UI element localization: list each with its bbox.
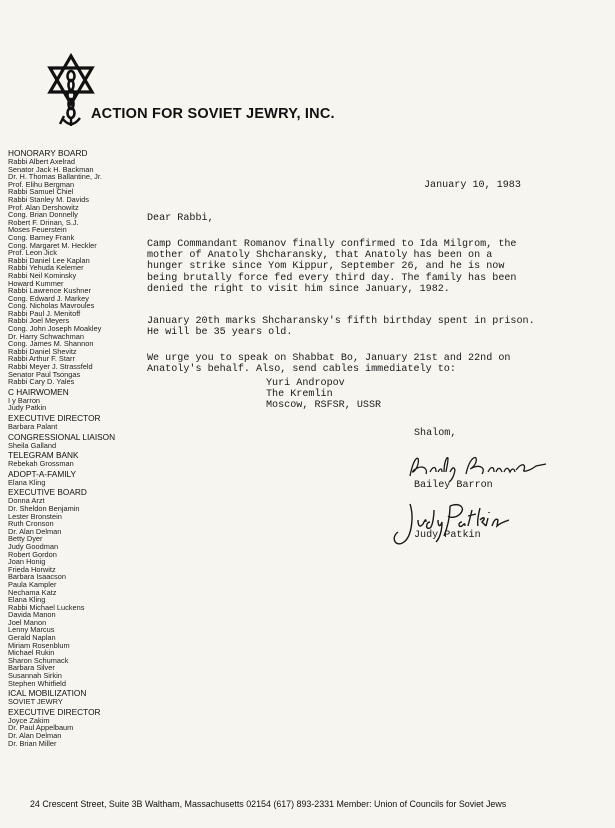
roster-name: Prof. Alan Dershowitz — [8, 202, 79, 212]
letter-line: denied the right to visit him since January, 1982. — [147, 283, 450, 295]
letter-line: being brutally force fed every third day. The family has been — [147, 272, 517, 284]
roster-name: Rabbi Neil Kominsky — [8, 270, 77, 280]
roster-name: Cong. John Joseph Moakley — [8, 324, 102, 334]
roster-name: Cong. Barney Frank — [8, 232, 75, 242]
roster-name: Joyce Zakim — [8, 715, 50, 725]
signature-bailey-barron — [404, 450, 564, 482]
roster-name: Howard Kummer — [8, 278, 64, 288]
roster-name: Robert F. Drinan, S.J. — [8, 217, 79, 227]
letter-paragraph-2 — [147, 316, 567, 338]
letter-line: We urge you to speak on Shabbat Bo, January 21st and 22nd on — [147, 353, 511, 364]
roster-name: Dr. Brian Miller — [8, 738, 57, 748]
closing: Shalom, — [414, 428, 457, 439]
roster-name: Prof. Elihu Bergman — [8, 179, 75, 189]
letter-line: January 20th marks Shcharansky's fifth birthday spent in prison. — [147, 316, 535, 327]
roster-name: SOVIET JEWRY — [8, 697, 63, 707]
roster-name: Senator Jack H. Backman — [8, 164, 94, 174]
roster-name: Nechama Katz — [8, 587, 57, 597]
roster-name: Judy Goodman — [8, 541, 59, 551]
letter-line: mother of Anatoly Shcharansky, that Anatoly has been on a — [147, 250, 493, 262]
roster-name: Prof. Leon Jick — [8, 248, 57, 258]
letter-line: hunger strike since Yom Kippur, September 26, and he is now — [147, 261, 505, 273]
letter-date: January 10, 1983 — [424, 180, 521, 191]
roster-section — [8, 451, 144, 468]
letter-line: Camp Commandant Romanov finally confirmed to Ida Milgrom, the — [147, 239, 517, 250]
roster-name: Rabbi Samuel Chiel — [8, 187, 74, 197]
roster-name: Frieda Horwitz — [8, 564, 56, 574]
roster-name: Dr. Paul Appelbaum — [8, 723, 74, 733]
roster-heading: EXECUTIVE DIRECTOR — [8, 706, 101, 717]
roster-name: Joan Honig — [8, 557, 46, 567]
organization-name: ACTION FOR SOVIET JEWRY, INC. — [91, 106, 335, 122]
roster-name: Susannah Sirkin — [8, 671, 62, 681]
salutation: Dear Rabbi, — [147, 213, 214, 224]
roster-name: Rabbi Lawrence Kushner — [8, 286, 91, 296]
board-roster — [8, 149, 144, 749]
letter-paragraph-3 — [147, 353, 567, 375]
roster-name: Sheila Galland — [8, 440, 57, 450]
roster-name: Judy Patkin — [8, 403, 47, 413]
roster-name: Elana Kling — [8, 595, 46, 605]
roster-name: Michael Rukin — [8, 648, 55, 658]
roster-section — [8, 488, 144, 687]
roster-name: Rebekah Grossman — [8, 459, 74, 469]
roster-heading: CONGRESSIONAL LIAISON — [8, 431, 116, 442]
roster-name: Stephen Whitfield — [8, 678, 66, 688]
cable-address — [266, 378, 381, 412]
roster-name: Paula Kampler — [8, 579, 57, 589]
roster-name: Senator Paul Tsongas — [8, 369, 81, 379]
star-of-david-chain-icon — [44, 52, 98, 128]
roster-heading: EXECUTIVE DIRECTOR — [8, 413, 101, 423]
roster-heading: ICAL MOBILIZATION — [8, 688, 87, 699]
roster-name: Barbara Isaacson — [8, 572, 66, 582]
roster-name: Rabbi Arthur F. Starr — [8, 354, 75, 364]
roster-name: Davida Manon — [8, 610, 56, 620]
roster-name: Miriam Rosenblum — [8, 640, 70, 650]
roster-name: Rabbi Stanley M. Davids — [8, 194, 89, 204]
letter-paragraph-1 — [147, 239, 567, 295]
roster-name: Rabbi Joel Meyers — [8, 316, 70, 326]
roster-name: Cong. Nicholas Mavroules — [8, 301, 95, 311]
roster-name: Elana Kling — [8, 477, 46, 487]
roster-name: Robert Gordon — [8, 549, 57, 559]
letter-line: He will be 35 years old. — [147, 327, 293, 339]
roster-heading: TELEGRAM BANK — [8, 450, 79, 461]
roster-name: Rabbi Michael Luckens — [8, 602, 85, 612]
roster-name: Dr. H. Thomas Ballantine, Jr. — [8, 172, 102, 182]
roster-heading: HONORARY BOARD — [8, 148, 88, 158]
roster-name: Rabbi Daniel Shevitz — [8, 346, 77, 356]
roster-name: Gerald Naplan — [8, 633, 56, 643]
roster-name: Rabbi Paul J. Menitoff — [8, 308, 81, 318]
roster-name: Moses Feuerstein — [8, 225, 67, 235]
roster-heading: C HAIRWOMEN — [8, 386, 69, 397]
roster-section — [8, 708, 144, 747]
roster-name: Donna Arzt — [8, 496, 45, 506]
roster-name: Barbara Silver — [8, 663, 55, 673]
signature-judy-patkin — [388, 496, 518, 550]
roster-name: Sharon Schumack — [8, 655, 69, 665]
roster-name: Rabbi Albert Axelrad — [8, 157, 75, 166]
roster-section — [8, 433, 144, 450]
signer-name-1: Bailey Barron — [414, 480, 493, 491]
roster-name: Ruth Cronson — [8, 519, 54, 529]
roster-name: Dr. Sheldon Benjamin — [8, 503, 80, 513]
roster-name: Dr. Alan Delman — [8, 526, 62, 536]
roster-section — [8, 414, 144, 431]
roster-name: Cong. Brian Donnelly — [8, 210, 78, 220]
roster-name: Cong. James M. Shannon — [8, 339, 94, 349]
roster-name: Dr. Harry Schwachman — [8, 331, 84, 341]
roster-name: Cong. Edward J. Markey — [8, 293, 89, 303]
signer-name-2: Judy Patkin — [414, 530, 481, 541]
roster-section — [8, 689, 144, 706]
roster-heading: ADOPT-A-FAMILY — [8, 468, 77, 479]
roster-name: I y Barron — [8, 395, 41, 405]
roster-section — [8, 149, 144, 386]
roster-section — [8, 388, 144, 412]
roster-name: Barbara Palant — [8, 422, 58, 431]
roster-name: Betty Dyer — [8, 534, 43, 544]
letter-line: The Kremlin — [266, 389, 333, 401]
roster-name: Rabbi Meyer J. Strassfeld — [8, 362, 93, 372]
footer-address: 24 Crescent Street, Suite 3B Waltham, Massachusetts 02154 (617) 893-2331 Member: Union of Councils for Soviet Jews — [30, 799, 507, 809]
roster-heading: EXECUTIVE BOARD — [8, 487, 87, 498]
letter-line: Yuri Andropov — [266, 378, 345, 389]
roster-section — [8, 470, 144, 487]
letter-line: Moscow, RSFSR, USSR — [266, 400, 382, 412]
roster-name: Rabbi Daniel Lee Kaplan — [8, 255, 90, 265]
roster-name: Lenny Marcus — [8, 625, 55, 635]
roster-name: Rabbi Yehuda Kelemer — [8, 263, 84, 273]
roster-name: Dr. Alan Delman — [8, 731, 62, 740]
roster-name: Joel Manon — [8, 617, 47, 627]
roster-name: Cong. Margaret M. Heckler — [8, 240, 97, 250]
roster-name: Rabbi Cary D. Yales — [8, 377, 75, 387]
letter-line: Anatoly's behalf. Also, send cables immediately to: — [147, 364, 456, 376]
roster-name: Lester Bronstein — [8, 511, 62, 521]
